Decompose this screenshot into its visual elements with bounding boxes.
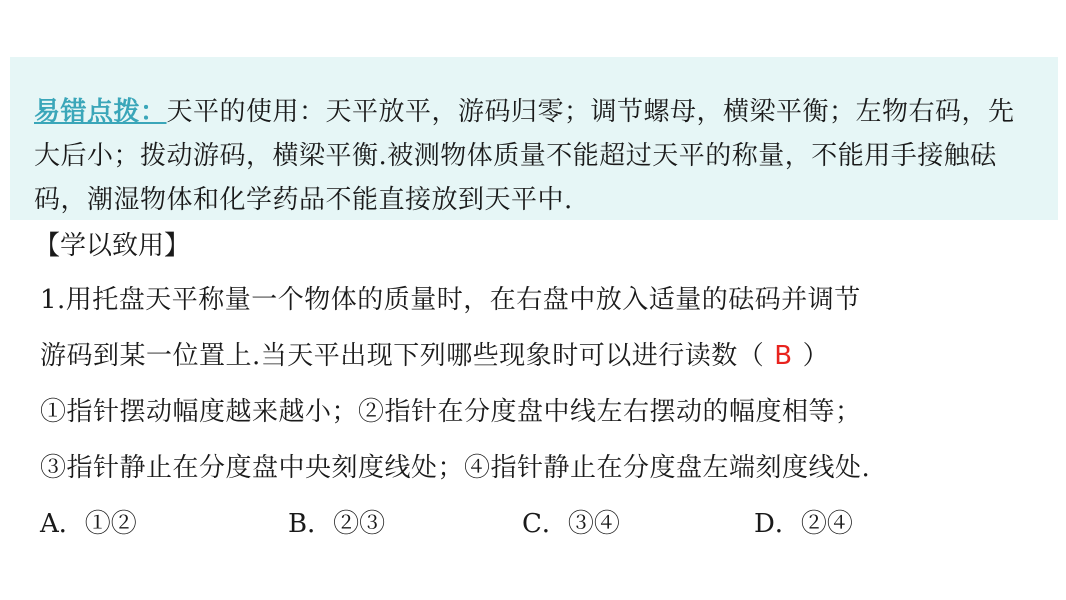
statement-line-1: ①指针摆动幅度越来越小；②指针在分度盘中线左右摆动的幅度相等； (40, 397, 862, 427)
question-line-2 (40, 336, 829, 376)
question-line-2-close: ） (802, 341, 830, 371)
statement-line-2: ③指针静止在分度盘中央刻度线处；④指针静止在分度盘左端刻度线处. (40, 453, 871, 483)
tip-paragraph (34, 90, 1034, 222)
answer-letter: B (774, 341, 793, 371)
question-line-1: 1.用托盘天平称量一个物体的质量时，在右盘中放入适量的砝码并调节 (40, 285, 861, 315)
tip-label: 易错点拨： (34, 97, 167, 127)
tip-text: 天平的使用：天平放平，游码归零；调节螺母，横梁平衡；左物右码，先大后小；拨动游码，横梁平衡.被测物体质量不能超过天平的称量，不能用手接触砝码，潮湿物体和化学药品不能直接放到天平中. (34, 97, 1015, 215)
option-b: B．②③ (288, 509, 386, 539)
option-a: A．①② (40, 509, 137, 539)
section-title: 【学以致用】 (34, 231, 191, 261)
option-d: D．②④ (754, 509, 853, 539)
question-line-2-text: 游码到某一位置上.当天平出现下列哪些现象时可以进行读数（ (40, 341, 765, 371)
option-c: C．③④ (522, 509, 620, 539)
